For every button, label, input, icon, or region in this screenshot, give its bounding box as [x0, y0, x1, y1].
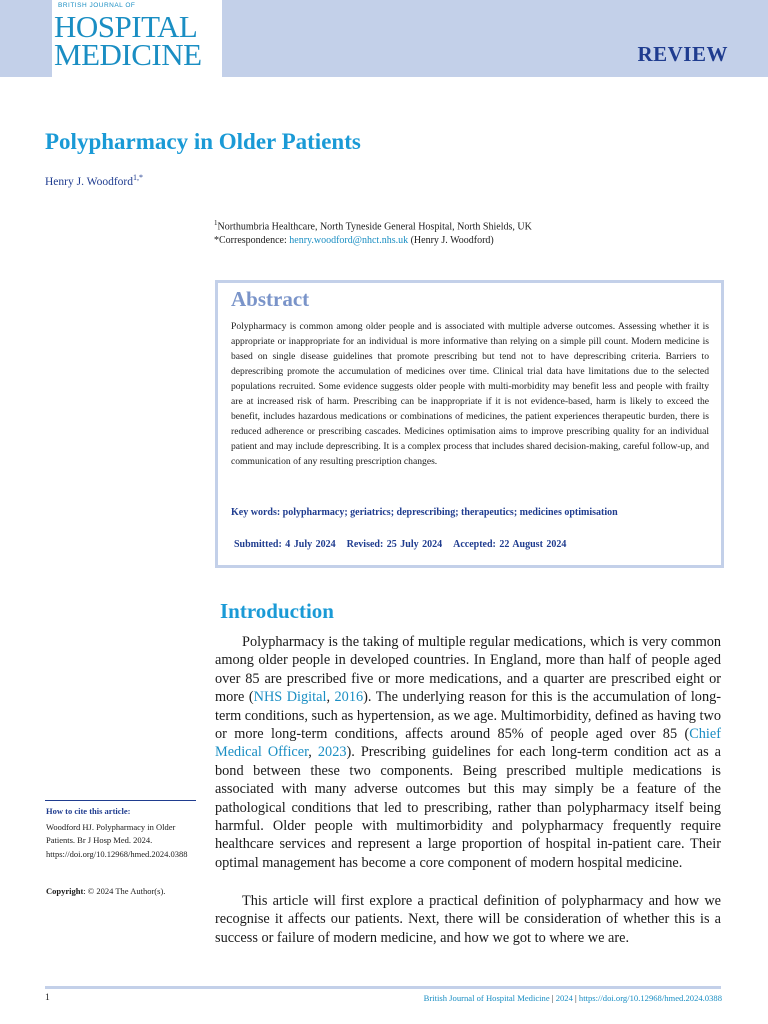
reference-separator: , [326, 689, 335, 706]
logo-small-text: BRITISH JOURNAL OF [58, 2, 136, 9]
reference-link-nhs-digital[interactable] [254, 689, 327, 705]
revised-date: Revised: 25 July 2024 [346, 539, 443, 550]
introduction-paragraph-1 [215, 633, 721, 872]
affiliations [214, 216, 532, 248]
correspondence-line [214, 234, 532, 248]
paragraph-text: Polypharmacy is the taking of multiple regular medications, which is very common among older people in developed countries. In England, more than half of people aged over 85 are prescribed five or more medications, and a quarter are prescribed eight or more ( [215, 634, 721, 706]
copyright-notice [46, 886, 165, 896]
reference-separator: , [308, 744, 318, 761]
copyright-label: Copyright [46, 886, 84, 896]
article-title: Polypharmacy in Older Patients [45, 129, 361, 154]
correspondence-name: (Henry J. Woodford) [408, 235, 494, 247]
page-number: 1 [45, 993, 50, 1003]
correspondence-label: *Correspondence: [214, 235, 290, 247]
footer-separator: | [549, 993, 556, 1003]
footer-doi-link[interactable]: https://doi.org/10.12968/hmed.2024.0388 [578, 993, 722, 1003]
sidebar-divider [45, 800, 196, 801]
section-label: REVIEW [637, 42, 728, 66]
copyright-text: : © 2024 The Author(s). [83, 886, 166, 896]
correspondence-email-link[interactable]: henry.woodford@nhct.nhs.uk [289, 235, 409, 247]
paragraph-text: ). Prescribing guidelines for each long-term condition act as a bond between these two components. Being prescribed multiple medications is associated with many adverse outcomes but this may simply be a feature of the pathological conditions that led to prescribing, rather than polypharmacy itself being harmful. Older people with multimorbidity and polypharmacy frequently require healthcare services and represent a large proportion of hospital in-patient care. Their optimal management has become a core component of modern hospital medicine. [215, 744, 721, 871]
article-dates [234, 539, 577, 550]
keywords: Key words: polypharmacy; geriatrics; deprescribing; therapeutics; medicines optimisation [231, 507, 618, 518]
paragraph-text: ). The underlying reason for this is the accumulation of long-term conditions, such as hypertension, as we age. Multimorbidity, defined as having two or more long-term conditions, affects around 85% of people aged over 85 ( [215, 689, 722, 743]
author-superscript: 1,* [132, 173, 143, 182]
reference-link-chief-medical-officer[interactable]: Chief Medical Officer [215, 726, 721, 761]
cite-heading: How to cite this article: [46, 806, 131, 816]
reference-year-link-2016[interactable]: 2016 [334, 689, 364, 706]
logo-line-1: HOSPITAL [54, 9, 198, 44]
footer-journal-link[interactable]: British Journal of Hospital Medicine [423, 993, 550, 1003]
author-line [45, 173, 143, 188]
affiliation-line [214, 216, 532, 234]
cite-text: Woodford HJ. Polypharmacy in Older Patients. Br J Hosp Med. 2024. https://doi.org/10.12968/hmed.2024.0388 [46, 822, 188, 859]
introduction-heading: Introduction [220, 599, 334, 623]
footer-citation [424, 993, 722, 1003]
reference-year-link-2023[interactable]: 2023 [317, 744, 347, 761]
submitted-date: Submitted: 4 July 2024 [234, 539, 336, 550]
affiliation-text: Northumbria Healthcare, North Tyneside General Hospital, North Shields, UK [217, 221, 532, 233]
footer-divider [45, 986, 721, 989]
abstract-text: Polypharmacy is common among older people and is associated with multiple adverse outcomes. Assessing whether it is appropriate or inappropriate for an individual is more informative than relying on a simple pill count. Modern medicine is based on single disease guidelines that promote prescribing but tend not to have deprescribing criteria. Barriers to deprescribing promote the accumulation of medicines over time. Clinical trial data have limitations due to the selected populations recruited. Some evidence suggests older people with multi-morbidity may benefit less and people with frailty are at increased risk of harm. Prescribing can be inappropriate if it is not evidence-based, harm is likely to exceed the benefit, includes hazardous medications or combinations of medicines, the patient experiences therapeutic burden, there is reduced adherence or prescribing cascades. Medicines optimisation aims to improve prescribing quality for an individual patient and may include deprescribing. It is a complex process that includes shared decision-making, careful follow-up, and communication of any resulting prescription changes. [231, 321, 709, 467]
footer-separator: | [572, 993, 579, 1003]
logo-line-2: MEDICINE [54, 37, 202, 72]
accepted-date: Accepted: 22 August 2024 [453, 539, 567, 550]
abstract-box [215, 280, 724, 568]
introduction-paragraph-2: This article will first explore a practical definition of polypharmacy and how we recognise it affects our patients. Next, there will be consideration of whether this is a success or failure of modern medicine, and how we got to where we are. [215, 893, 721, 946]
footer-year: 2024 [555, 993, 573, 1003]
author-name: Henry J. Woodford [45, 175, 133, 188]
reference-name: NHS Digital [253, 689, 327, 706]
abstract-heading: Abstract [231, 287, 310, 311]
affiliation-superscript: 1 [214, 219, 218, 227]
